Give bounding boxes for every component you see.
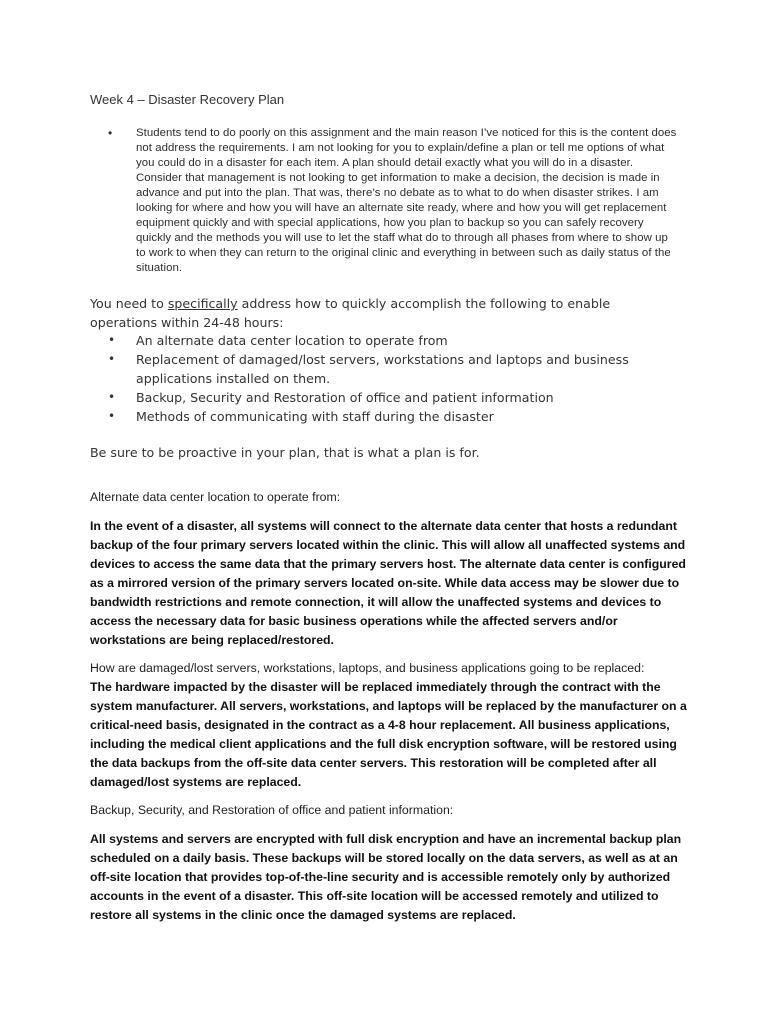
document-title: Week 4 – Disaster Recovery Plan <box>90 92 285 107</box>
list-item <box>108 350 668 388</box>
list-item <box>108 331 668 350</box>
bullet-icon: • <box>108 390 116 404</box>
bullet-icon: • <box>108 333 116 347</box>
intro-bullet-text: Students tend to do poorly on this assignment and the main reason I’ve noticed for this is the content does not address the requirements. I am not looking for you to explain/define a plan or tell me options of what you could do in a disaster for each item. A plan should detail exactly what you will do in a disaster. Consider that management is not looking to get information to make a decision, the decision is made in advance and put into the plan. That was, there’s no debate as to what to do when disaster strikes. I am looking for where and how you will have an alternate site ready, where and how you will get replacement equipment quickly and with special applications, how you plan to backup so you can safely recovery quickly and the methods you will use to let the staff what do to through all phases from where to show up to work to when they can return to the original clinic and everything in between such as daily status of the situation. <box>136 127 677 274</box>
bullet-icon: • <box>108 409 116 423</box>
section-body-alternate-data-center: In the event of a disaster, all systems will connect to the alternate data center that hosts a redundant backup of the four primary servers located within the clinic. This will allow all unaffected systems and devices to access the same data that the primary servers host. The alternate data center is configured as a mirrored version of the primary servers located on-site. While data access may be slower due to bandwidth restrictions and remote connection, it will allow the unaffected systems and devices to access the necessary data for basic business operations while the affected servers and/or workstations are being replaced/restored. <box>90 519 686 647</box>
section-heading-alternate-data-center: Alternate data center location to operate from: <box>90 490 341 504</box>
section-body-backup-security: All systems and servers are encrypted with full disk encryption and have an incremental backup plan scheduled on a daily basis. These backups will be stored locally on the data servers, as well as at an off-site location that provides top-of-the-line security and is accessible remotely only by authorized accounts in the event of a disaster. This off-site location will be accessed remotely and utilized to restore all systems in the clinic once the damaged systems are replaced. <box>90 832 682 922</box>
requirement-text: Backup, Security and Restoration of office and patient information <box>136 390 554 405</box>
list-item <box>108 388 668 407</box>
list-item <box>108 126 680 276</box>
requirements-intro-emphasis: specifically <box>167 296 238 311</box>
list-item <box>108 407 668 426</box>
requirements-intro <box>90 294 680 332</box>
section-heading-replacement: How are damaged/lost servers, workstations, laptops, and business applications going to be replaced: <box>90 661 645 675</box>
requirement-text: An alternate data center location to operate from <box>136 333 448 348</box>
bullet-icon: • <box>108 352 116 366</box>
requirements-intro-after: address how to quickly accomplish the following to enable operations within 24-48 hours: <box>90 296 611 330</box>
requirements-list <box>108 331 668 426</box>
section-heading-backup-security: Backup, Security, and Restoration of office and patient information: <box>90 803 454 817</box>
requirements-intro-before: You need to <box>90 296 168 311</box>
bullet-icon: • <box>108 126 113 140</box>
requirement-text: Replacement of damaged/lost servers, workstations and laptops and business applications installed on them. <box>136 352 629 386</box>
intro-bullet-list <box>108 126 680 276</box>
requirement-text: Methods of communicating with staff during the disaster <box>136 409 494 424</box>
section-body-replacement: The hardware impacted by the disaster will be replaced immediately through the contract with the system manufacturer. All servers, workstations, and laptops will be replaced by the manufacturer on a critical-need basis, designated in the contract as a 4-8 hour replacement. All business applications, including the medical client applications and the full disk encryption software, will be restored using the data backups from the off-site data center servers. This restoration will be completed after all damaged/lost systems are replaced. <box>90 680 687 789</box>
proactive-note: Be sure to be proactive in your plan, that is what a plan is for. <box>90 445 480 460</box>
